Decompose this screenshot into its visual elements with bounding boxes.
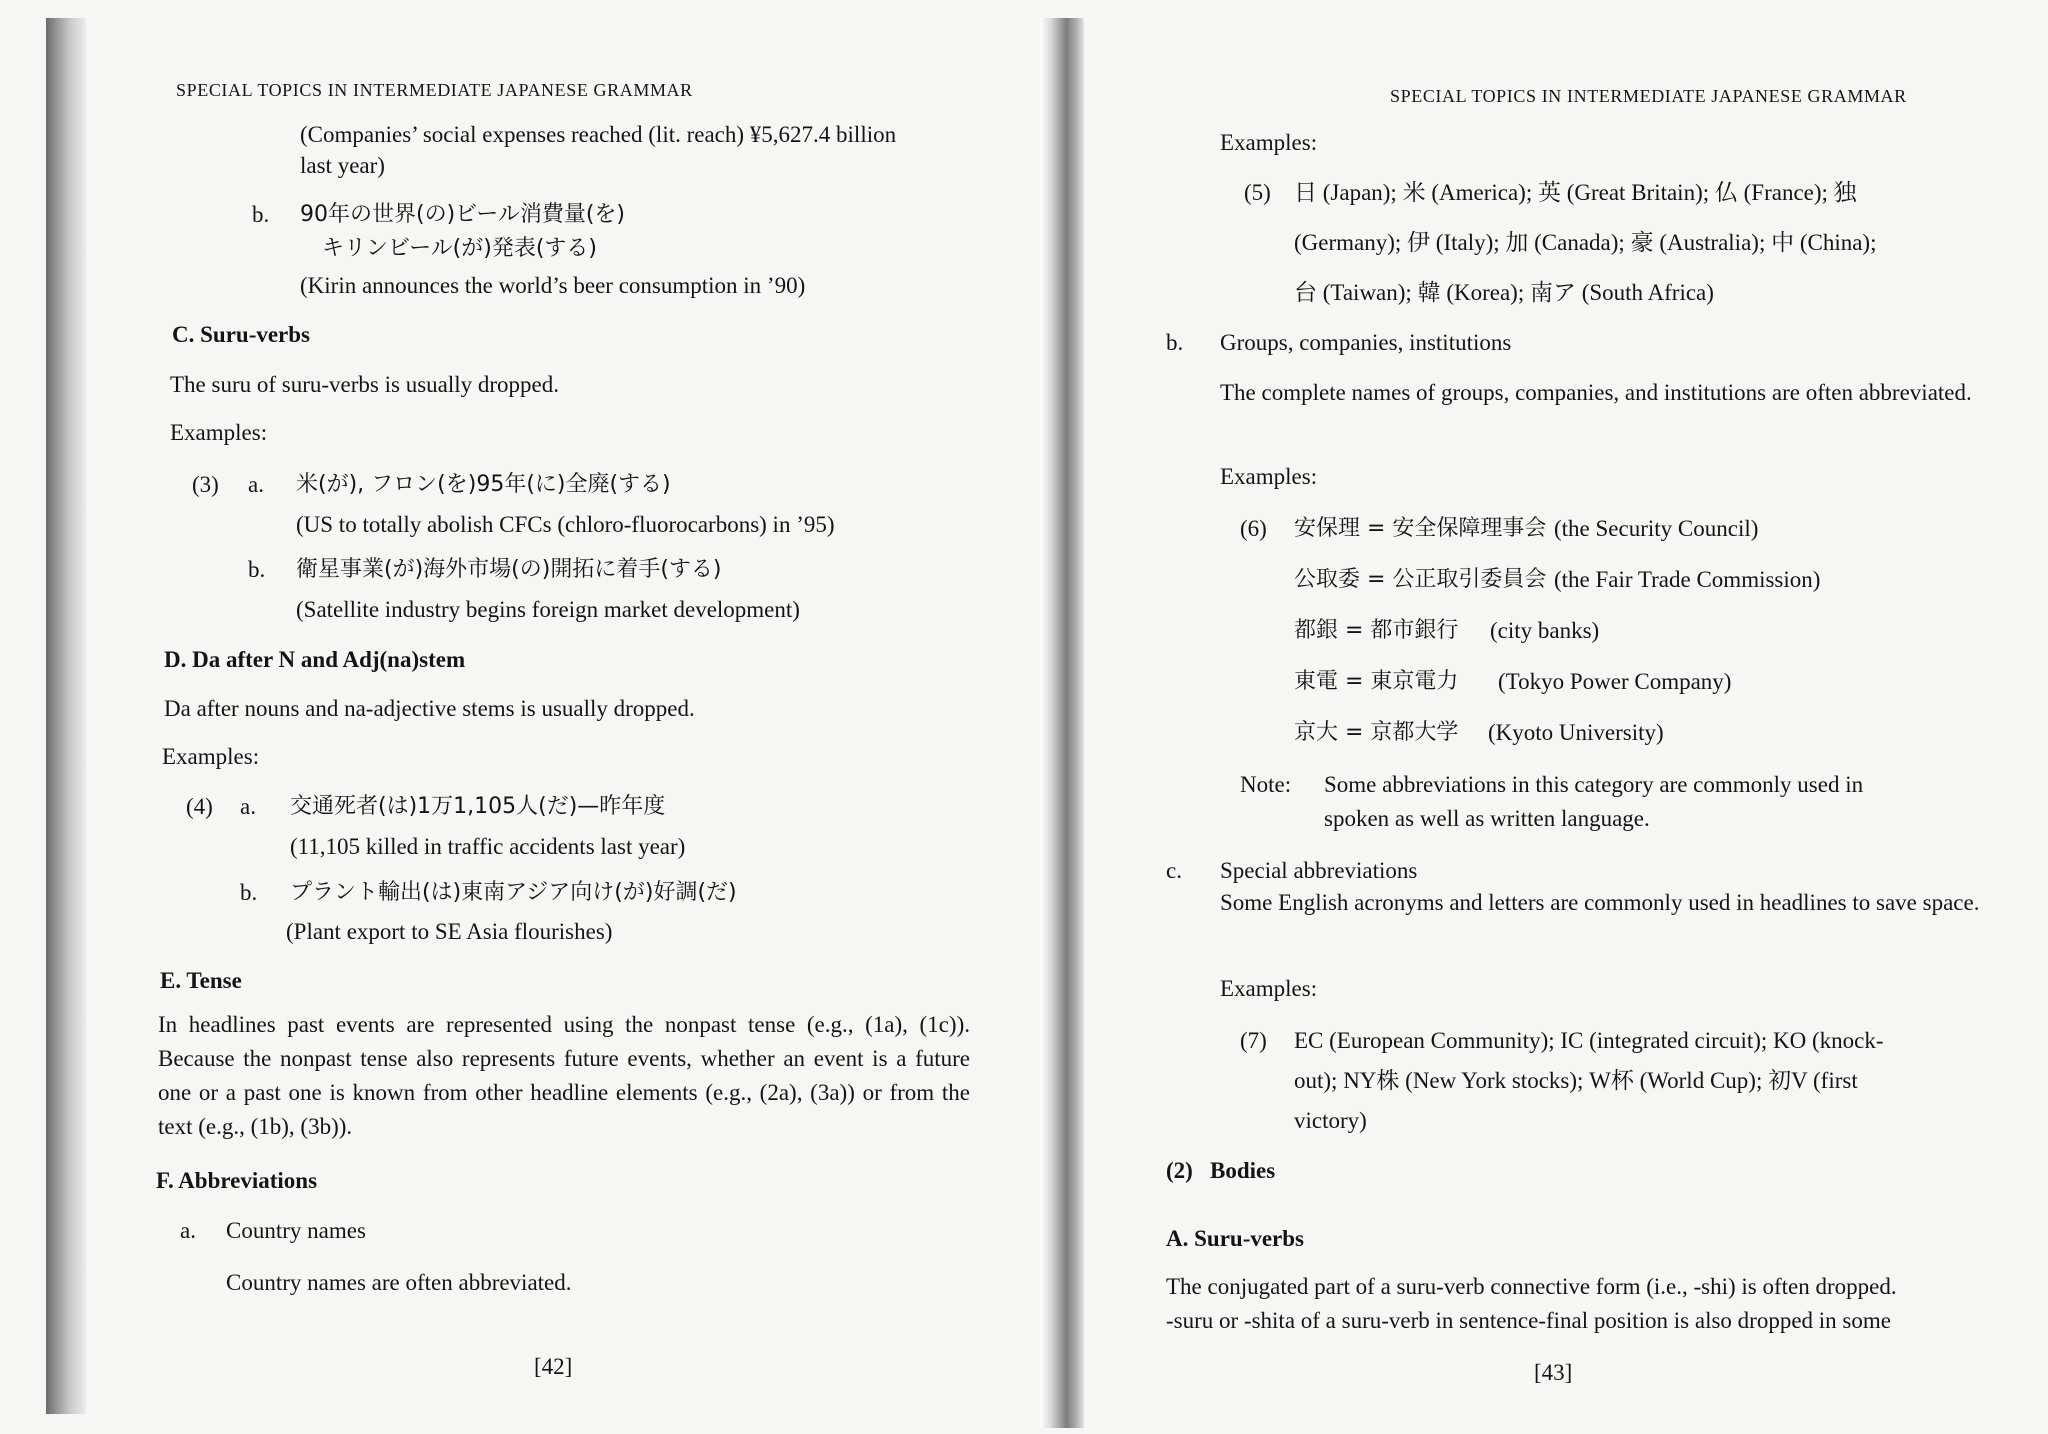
examples-label: Examples:: [1220, 464, 1318, 489]
japanese-headline: 90年の世界(の)ビール消費量(を): [300, 202, 626, 227]
section-heading: F. Abbreviations: [156, 1168, 318, 1193]
body-line: last year): [300, 153, 385, 178]
japanese-headline: キリンビール(が)発表(する): [322, 236, 598, 261]
center-gutter-shadow: [1040, 18, 1084, 1428]
body-line: The conjugated part of a suru-verb connective form (i.e., -shi) is often dropped.: [1166, 1274, 1897, 1299]
example-label: b.: [240, 880, 258, 905]
section-number: (2): [1166, 1158, 1193, 1183]
example-label: a.: [240, 794, 256, 819]
example-line: out); NY株 (New York stocks); W杯 (World Cup); 初V (first: [1294, 1068, 1858, 1093]
left-page: [100, 0, 1030, 1434]
right-page: [1100, 0, 2000, 1434]
example-number: (6): [1240, 516, 1267, 541]
example-label: a.: [248, 472, 264, 497]
example-label: b.: [248, 557, 266, 582]
translation: (Tokyo Power Company): [1498, 669, 1732, 694]
body-paragraph: In headlines past events are represented using the nonpast tense (e.g., (1a), (1c)). Because the nonpast tense also represents future events, whether an event is a future one or a past one is known from other headline elements (e.g., (2a), (3a)) or from the text (e.g., (1b), (3b)).: [158, 1012, 970, 1139]
japanese-headline: 米(が), フロン(を)95年(に)全廃(する): [296, 472, 671, 497]
examples-label: Examples:: [162, 744, 260, 769]
body-line: (Companies’ social expenses reached (lit. reach) ¥5,627.4 billion: [300, 122, 897, 147]
section-heading: D. Da after N and Adj(na)stem: [164, 647, 466, 672]
japanese-headline: プラント輸出(は)東南アジア向け(が)好調(だ): [290, 880, 737, 905]
body-line: The suru of suru-verbs is usually dropped.: [170, 372, 560, 397]
example-line: EC (European Community); IC (integrated circuit); KO (knock-: [1294, 1028, 1884, 1053]
example-line: (Germany); 伊 (Italy); 加 (Canada); 豪 (Australia); 中 (China);: [1294, 230, 1877, 255]
note-line: spoken as well as written language.: [1324, 806, 1650, 831]
note-line: Some abbreviations in this category are commonly used in: [1324, 772, 1864, 797]
subsection-title: Country names: [226, 1218, 366, 1243]
subsection-label: c.: [1166, 858, 1182, 883]
page-number: [42]: [534, 1354, 573, 1379]
running-head: SPECIAL TOPICS IN INTERMEDIATE JAPANESE GRAMMAR: [176, 80, 693, 100]
subsection-title: Special abbreviations: [1220, 858, 1418, 883]
translation: (11,105 killed in traffic accidents last year): [290, 834, 686, 859]
example-number: (7): [1240, 1028, 1267, 1053]
translation: (the Fair Trade Commission): [1554, 567, 1821, 592]
subsection-label: b.: [1166, 330, 1184, 355]
example-line: 日 (Japan); 米 (America); 英 (Great Britain); 仏 (France); 独: [1294, 180, 1857, 205]
example-line: 台 (Taiwan); 韓 (Korea); 南ア (South Africa): [1294, 280, 1714, 305]
example-number: (5): [1244, 180, 1271, 205]
example-number: (4): [186, 794, 213, 819]
subsection-label: a.: [180, 1218, 196, 1243]
body-paragraph: Some English acronyms and letters are commonly used in headlines to save space.: [1220, 890, 1980, 915]
examples-label: Examples:: [1220, 130, 1318, 155]
note-label: Note:: [1240, 772, 1292, 797]
section-heading: E. Tense: [160, 968, 242, 993]
abbreviation-pair: 公取委 = 公正取引委員会: [1294, 567, 1547, 592]
body-paragraph: The complete names of groups, companies, and institutions are often abbreviated.: [1220, 380, 1972, 405]
section-heading: C. Suru-verbs: [172, 322, 311, 347]
abbreviation-pair: 安保理 = 安全保障理事会: [1294, 516, 1547, 541]
japanese-headline: 衛星事業(が)海外市場(の)開拓に着手(する): [296, 557, 722, 582]
abbreviation-pair: 京大 = 京都大学: [1294, 720, 1459, 745]
translation: (city banks): [1490, 618, 1600, 643]
left-page-edge-shadow: [46, 18, 86, 1414]
example-line: victory): [1294, 1108, 1367, 1133]
page-number: [43]: [1534, 1360, 1573, 1385]
translation: (Kyoto University): [1488, 720, 1664, 745]
example-label: b.: [252, 202, 270, 227]
section-heading: Bodies: [1210, 1158, 1276, 1183]
body-line: -suru or -shita of a suru-verb in sentence-final position is also dropped in some: [1166, 1308, 1891, 1333]
japanese-headline: 交通死者(は)1万1,105人(だ)—昨年度: [290, 794, 666, 819]
body-line: Country names are often abbreviated.: [226, 1270, 572, 1295]
translation: (the Security Council): [1554, 516, 1759, 541]
translation: (Plant export to SE Asia flourishes): [286, 919, 613, 944]
body-line: Da after nouns and na-adjective stems is usually dropped.: [164, 696, 695, 721]
translation: (Kirin announces the world’s beer consumption in ’90): [300, 273, 806, 298]
translation: (Satellite industry begins foreign market development): [296, 597, 800, 622]
abbreviation-pair: 東電 = 東京電力: [1294, 669, 1459, 694]
translation: (US to totally abolish CFCs (chloro-fluorocarbons) in ’95): [296, 512, 835, 537]
section-heading: A. Suru-verbs: [1166, 1226, 1305, 1251]
example-number: (3): [192, 472, 219, 497]
subsection-title: Groups, companies, institutions: [1220, 330, 1512, 355]
examples-label: Examples:: [170, 420, 268, 445]
examples-label: Examples:: [1220, 976, 1318, 1001]
running-head: SPECIAL TOPICS IN INTERMEDIATE JAPANESE GRAMMAR: [1390, 86, 1907, 106]
abbreviation-pair: 都銀 = 都市銀行: [1294, 618, 1459, 643]
